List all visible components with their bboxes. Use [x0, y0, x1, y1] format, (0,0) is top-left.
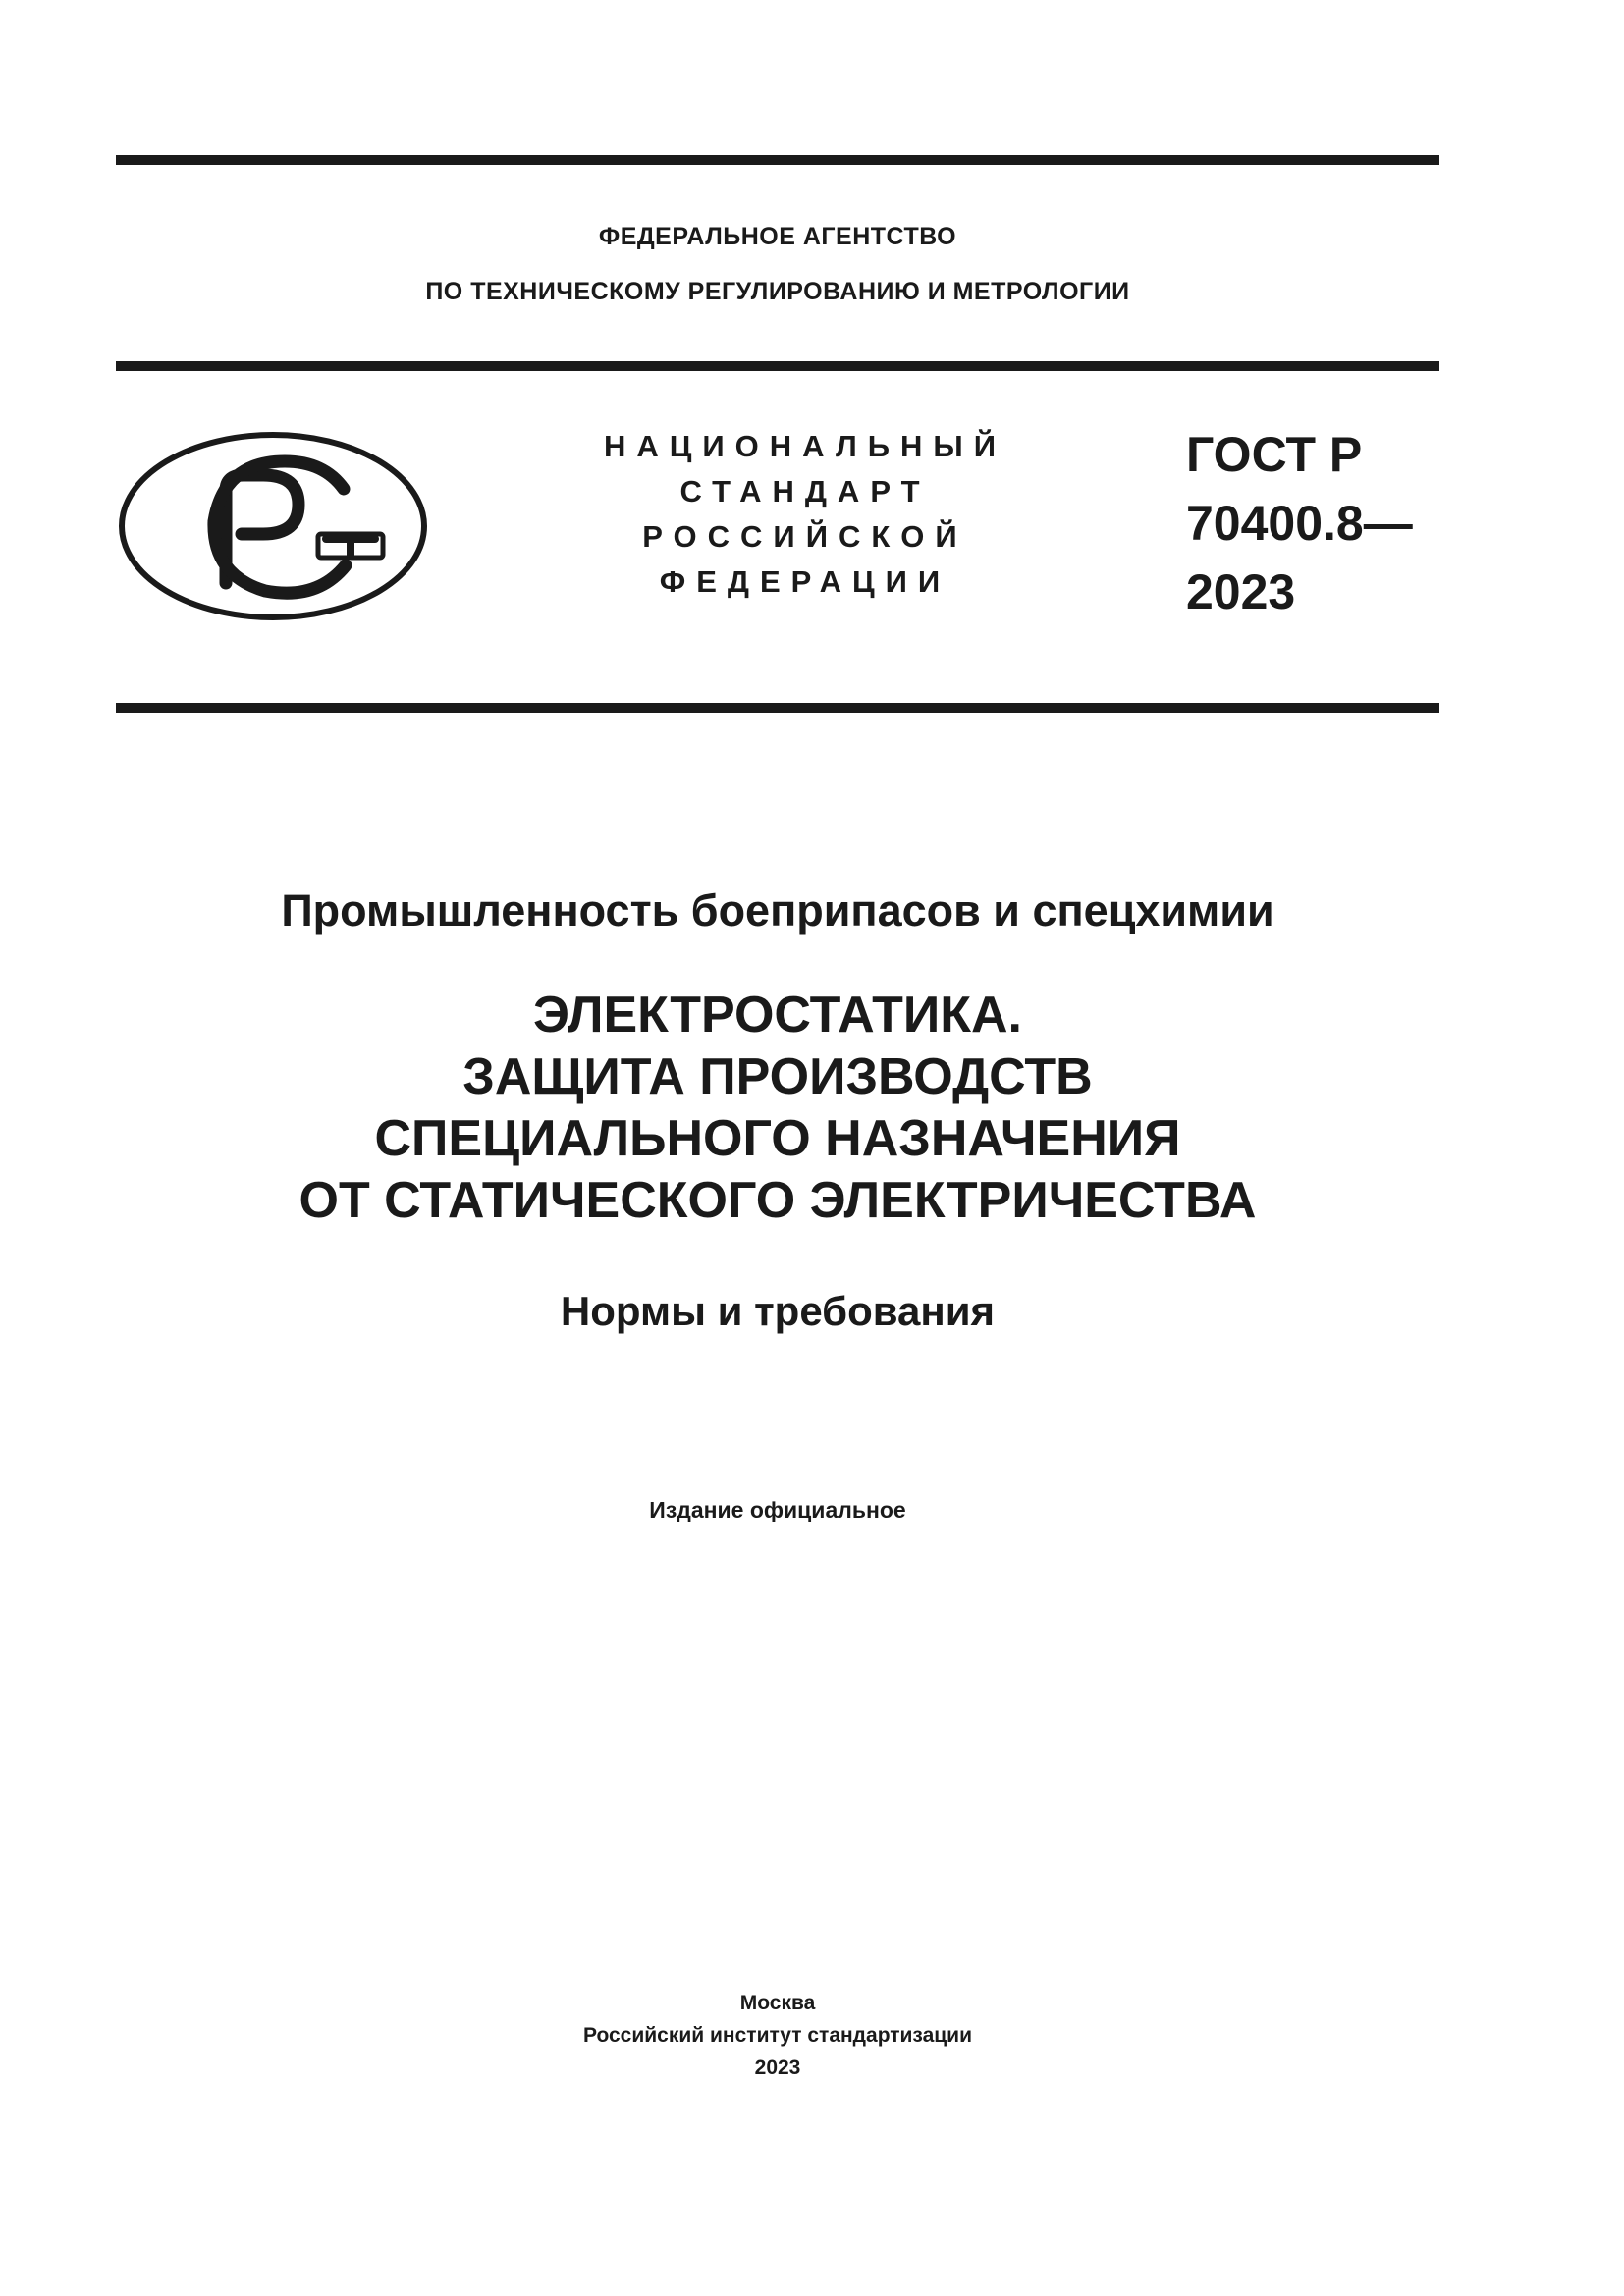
national-standard-line: ФЕДЕРАЦИИ [659, 564, 951, 599]
document-title-line: СПЕЦИАЛЬНОГО НАЗНАЧЕНИЯ [374, 1110, 1181, 1167]
edition-label: Издание официальное [649, 1497, 906, 1522]
agency-name-line-1: ФЕДЕРАЛЬНОЕ АГЕНТСТВО [598, 223, 957, 250]
document-subtitle: Нормы и требования [560, 1288, 996, 1334]
imprint-year: 2023 [754, 2056, 801, 2079]
document-title-line: ЗАЩИТА ПРОИЗВОДСТВ [462, 1048, 1093, 1105]
header-divider [116, 361, 1439, 371]
national-standard-line: СТАНДАРТ [679, 474, 931, 508]
masthead-bottom-divider [116, 703, 1439, 713]
imprint [116, 1987, 1439, 2084]
designation-line: 70400.8— [1186, 496, 1413, 551]
designation-line: 2023 [1186, 564, 1296, 619]
document-title [116, 985, 1439, 1232]
agency-name-line-2: ПО ТЕХНИЧЕСКОМУ РЕГУЛИРОВАНИЮ И МЕТРОЛОГИИ [425, 278, 1130, 305]
series-title: Промышленность боеприпасов и спецхимии [281, 885, 1274, 935]
imprint-publisher: Российский институт стандартизации [582, 2024, 973, 2047]
document-title-line: ЭЛЕКТРОСТАТИКА. [532, 987, 1022, 1043]
standard-designation [1186, 420, 1441, 626]
national-standard-label [550, 424, 1060, 605]
rst-certification-mark-icon [116, 428, 430, 624]
national-standard-line: НАЦИОНАЛЬНЫЙ [603, 429, 1007, 463]
top-divider [116, 155, 1439, 165]
imprint-city: Москва [739, 1992, 816, 2014]
document-title-line: ОТ СТАТИЧЕСКОГО ЭЛЕКТРИЧЕСТВА [298, 1172, 1257, 1229]
national-standard-line: РОССИЙСКОЙ [642, 519, 968, 554]
designation-line: ГОСТ Р [1186, 427, 1363, 482]
